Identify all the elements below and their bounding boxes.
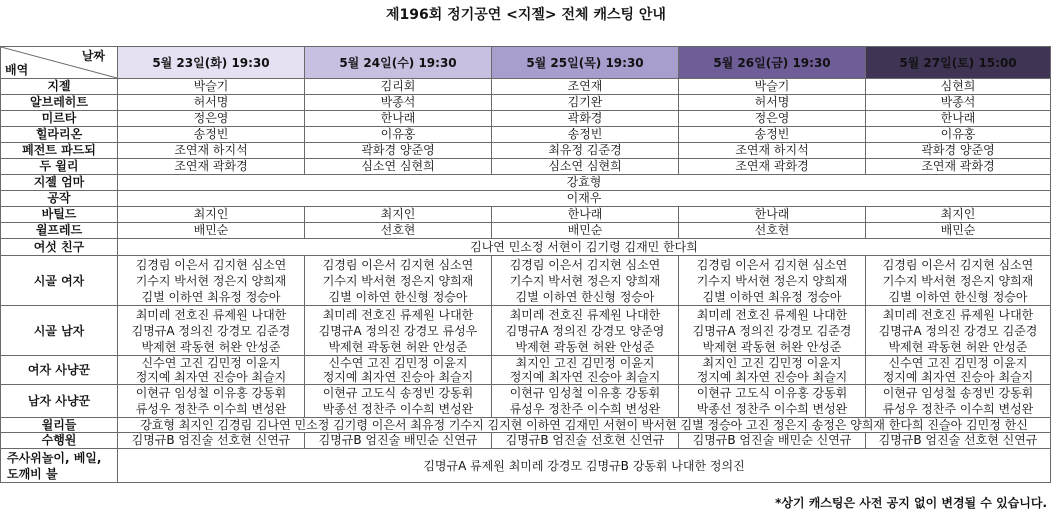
table-row bbox=[1, 111, 1051, 127]
role-label-cell bbox=[1, 256, 118, 306]
cast-line: 정지예 최자연 진승아 최슬지 bbox=[135, 370, 287, 384]
date-header-cell bbox=[866, 47, 1051, 79]
cast-cell bbox=[679, 143, 866, 159]
cast-cell bbox=[118, 256, 305, 306]
cast-line: 기수지 박서현 정은지 양희재 bbox=[882, 273, 1034, 288]
cast-line: 곽화경 bbox=[567, 111, 603, 125]
cast-cell bbox=[305, 256, 492, 306]
cast-line: 김경림 이은서 김지현 심소연 bbox=[509, 257, 661, 272]
table-row bbox=[1, 191, 1051, 207]
date-header-cell bbox=[305, 47, 492, 79]
cast-cell bbox=[679, 111, 866, 127]
cast-line: 조연재 하지석 bbox=[735, 143, 809, 157]
cast-cell bbox=[866, 356, 1051, 385]
cast-cell bbox=[492, 95, 679, 111]
cast-line: 박종선 정찬주 이수희 변성완 bbox=[696, 402, 848, 416]
cast-line: 이현규 임성철 이유홍 강동휘 bbox=[509, 386, 661, 400]
cast-line: 송정빈 bbox=[567, 127, 603, 141]
cast-cell bbox=[492, 79, 679, 95]
cast-cell bbox=[866, 385, 1051, 418]
cast-line: 박제현 곽동현 허완 안성준 bbox=[702, 339, 842, 354]
cast-line: 류성우 정찬주 이수희 변성완 bbox=[882, 402, 1034, 416]
table-row bbox=[1, 79, 1051, 95]
cast-cell bbox=[305, 306, 492, 356]
cast-cell bbox=[492, 111, 679, 127]
cast-cell bbox=[305, 385, 492, 418]
cast-cell bbox=[679, 306, 866, 356]
cast-line: 기수지 박서현 정은지 양희재 bbox=[696, 273, 848, 288]
cast-line: 최지인 고진 김민정 이윤지 bbox=[515, 356, 655, 370]
cast-line: 곽화경 양준영 bbox=[921, 143, 995, 157]
cast-line: 김명규A 정의진 강경모 양준영 bbox=[505, 323, 665, 338]
cast-cell bbox=[679, 159, 866, 175]
date-header-label: 5월 24일(수) 19:30 bbox=[339, 56, 457, 70]
cast-line: 심소연 심현희 bbox=[361, 159, 435, 173]
cast-line: 박제현 곽동현 허완 안성준 bbox=[141, 339, 281, 354]
cast-cell bbox=[492, 306, 679, 356]
cast-cell bbox=[118, 79, 305, 95]
cast-cell bbox=[492, 433, 679, 449]
cast-line: 곽화경 양준영 bbox=[361, 143, 435, 157]
casting-table bbox=[0, 46, 1051, 483]
cast-line: 정지예 최자연 진승아 최슬지 bbox=[696, 370, 848, 384]
cast-span-cell bbox=[118, 239, 1051, 256]
cast-line: 김명규B 엄진술 선호현 신연규 bbox=[505, 433, 665, 447]
table-row bbox=[1, 385, 1051, 418]
cast-span-cell bbox=[118, 418, 1051, 433]
cast-span-cell bbox=[118, 191, 1051, 207]
cast-line: 기수지 박서현 정은지 양희재 bbox=[322, 273, 474, 288]
cast-line: 김명규A 정의진 강경모 김준경 bbox=[692, 323, 852, 338]
cast-cell bbox=[679, 95, 866, 111]
cast-line: 류성우 정찬주 이수희 변성완 bbox=[509, 402, 661, 416]
cast-line: 배민순 bbox=[940, 223, 976, 237]
table-row bbox=[1, 306, 1051, 356]
cast-line: 김명규A 류제원 최미레 강경모 김명규B 강동휘 나대한 정의진 bbox=[423, 458, 745, 473]
cast-line: 배민순 bbox=[567, 223, 603, 237]
role-label: 시골 여자 bbox=[33, 273, 85, 288]
cast-line: 기수지 박서현 정은지 양희재 bbox=[135, 273, 287, 288]
role-label-cell bbox=[1, 159, 118, 175]
cast-line: 최지인 bbox=[940, 207, 976, 221]
cast-cell bbox=[679, 127, 866, 143]
cast-cell bbox=[492, 356, 679, 385]
cast-line: 최미레 전호진 류제원 나대한 bbox=[135, 307, 287, 322]
cast-line: 조연재 곽화경 bbox=[735, 159, 809, 173]
cast-line: 선호현 bbox=[380, 223, 416, 237]
cast-line: 한나래 bbox=[567, 207, 603, 221]
cast-span-cell bbox=[118, 175, 1051, 191]
role-label: 윌리들 bbox=[41, 418, 77, 432]
cast-cell bbox=[866, 207, 1051, 223]
table-row bbox=[1, 239, 1051, 256]
cast-line: 김명규A 정의진 강경모 류성우 bbox=[318, 323, 478, 338]
role-label-cell bbox=[1, 433, 118, 449]
footnote: *상기 캐스팅은 사전 공지 없이 변경될 수 있습니다. bbox=[775, 496, 1047, 510]
role-label-cell bbox=[1, 223, 118, 239]
cast-line: 신수연 고진 김민정 이윤지 bbox=[888, 356, 1028, 370]
table-row bbox=[1, 356, 1051, 385]
cast-cell bbox=[305, 79, 492, 95]
role-label-cell bbox=[1, 79, 118, 95]
role-label: 힐라리온 bbox=[35, 127, 83, 141]
role-label-cell bbox=[1, 356, 118, 385]
cast-line: 박제현 곽동현 허완 안성준 bbox=[888, 339, 1028, 354]
role-label: 주사위놀이, 베일, bbox=[7, 450, 102, 465]
cast-cell bbox=[118, 143, 305, 159]
cast-cell bbox=[305, 95, 492, 111]
cast-cell bbox=[866, 111, 1051, 127]
table-row bbox=[1, 433, 1051, 449]
cast-cell bbox=[866, 95, 1051, 111]
cast-line: 최지인 bbox=[193, 207, 229, 221]
date-header-cell bbox=[492, 47, 679, 79]
role-label: 페전트 파드되 bbox=[22, 143, 96, 157]
date-header-cell bbox=[118, 47, 305, 79]
role-label-cell bbox=[1, 95, 118, 111]
role-label-cell bbox=[1, 418, 118, 433]
cast-cell bbox=[305, 111, 492, 127]
cast-line: 김경림 이은서 김지현 심소연 bbox=[882, 257, 1034, 272]
cast-line: 이재우 bbox=[566, 191, 602, 205]
cast-line: 한나래 bbox=[754, 207, 790, 221]
cast-cell bbox=[492, 385, 679, 418]
cast-cell bbox=[118, 159, 305, 175]
cast-line: 김리회 bbox=[380, 79, 416, 93]
cast-line: 허서명 bbox=[754, 95, 790, 109]
role-label: 시골 남자 bbox=[33, 323, 85, 338]
cast-line: 최미레 전호진 류제원 나대한 bbox=[696, 307, 848, 322]
cast-line: 최미레 전호진 류제원 나대한 bbox=[322, 307, 474, 322]
cast-line: 김기완 bbox=[567, 95, 603, 109]
role-label-cell bbox=[1, 207, 118, 223]
cast-cell bbox=[118, 433, 305, 449]
cast-line: 최지인 bbox=[380, 207, 416, 221]
cast-cell bbox=[866, 79, 1051, 95]
cast-cell bbox=[679, 433, 866, 449]
cast-line: 김명규B 엄진술 배민순 신연규 bbox=[692, 433, 852, 447]
role-label-cell bbox=[1, 175, 118, 191]
header-row bbox=[1, 47, 1051, 79]
table-row bbox=[1, 159, 1051, 175]
table-row bbox=[1, 127, 1051, 143]
cast-cell bbox=[492, 256, 679, 306]
cast-cell bbox=[118, 95, 305, 111]
cast-line: 김별 이하연 한신형 정승아 bbox=[515, 289, 655, 304]
table-row bbox=[1, 207, 1051, 223]
role-label: 공작 bbox=[47, 191, 71, 205]
cast-line: 김별 이하연 최유정 정승아 bbox=[141, 289, 281, 304]
cast-cell bbox=[305, 223, 492, 239]
cast-line: 박슬기 bbox=[193, 79, 229, 93]
cast-line: 박제현 곽동현 허완 안성준 bbox=[515, 339, 655, 354]
cast-line: 이현규 임성철 이유홍 강동휘 bbox=[135, 386, 287, 400]
cast-line: 조연재 곽화경 bbox=[921, 159, 995, 173]
cast-cell bbox=[305, 433, 492, 449]
cast-cell bbox=[305, 143, 492, 159]
cast-cell bbox=[679, 223, 866, 239]
cast-line: 신수연 고진 김민정 이윤지 bbox=[328, 356, 468, 370]
cast-line: 선호현 bbox=[754, 223, 790, 237]
cast-span-cell bbox=[118, 449, 1051, 483]
cast-line: 박슬기 bbox=[754, 79, 790, 93]
cast-line: 이현규 고도식 송정빈 강동휘 bbox=[322, 386, 474, 400]
cast-line: 한나래 bbox=[940, 111, 976, 125]
corner-cell bbox=[1, 47, 118, 79]
cast-line: 김별 이하연 한신형 정승아 bbox=[888, 289, 1028, 304]
cast-cell bbox=[866, 223, 1051, 239]
role-label-cell bbox=[1, 111, 118, 127]
cast-line: 심현희 bbox=[940, 79, 976, 93]
cast-cell bbox=[305, 207, 492, 223]
role-label: 바틸드 bbox=[41, 207, 77, 221]
cast-line: 조연재 곽화경 bbox=[174, 159, 248, 173]
cast-cell bbox=[118, 111, 305, 127]
table-row bbox=[1, 223, 1051, 239]
cast-line: 김명규A 정의진 강경모 김준경 bbox=[131, 323, 291, 338]
cast-line: 김명규A 정의진 강경모 김준경 bbox=[878, 323, 1038, 338]
cast-line: 정은영 bbox=[193, 111, 229, 125]
cast-line: 한나래 bbox=[380, 111, 416, 125]
date-header-label: 5월 25일(목) 19:30 bbox=[526, 56, 644, 70]
cast-line: 최유정 김준경 bbox=[548, 143, 622, 157]
cast-cell bbox=[679, 79, 866, 95]
cast-line: 박제현 곽동현 허완 안성준 bbox=[328, 339, 468, 354]
role-label-cell bbox=[1, 191, 118, 207]
role-label: 여자 사냥꾼 bbox=[27, 363, 91, 377]
role-label: 수행원 bbox=[41, 433, 77, 447]
page-title: 제196회 정기공연 <지젤> 전체 캐스팅 안내 bbox=[386, 7, 666, 23]
cast-line: 기수지 박서현 정은지 양희재 bbox=[509, 273, 661, 288]
role-label: 알브레히트 bbox=[30, 95, 88, 109]
cast-cell bbox=[118, 356, 305, 385]
role-label: 미르타 bbox=[41, 111, 77, 125]
cast-line: 김명규B 엄진술 배민순 신연규 bbox=[318, 433, 478, 447]
cast-cell bbox=[118, 223, 305, 239]
cast-line: 조연재 하지석 bbox=[174, 143, 248, 157]
cast-cell bbox=[492, 159, 679, 175]
cast-line: 정지예 최자연 진승아 최슬지 bbox=[509, 370, 661, 384]
cast-cell bbox=[866, 143, 1051, 159]
table-row bbox=[1, 143, 1051, 159]
cast-cell bbox=[492, 223, 679, 239]
cast-cell bbox=[866, 127, 1051, 143]
cast-line: 배민순 bbox=[193, 223, 229, 237]
cast-line: 김명규B 엄진술 선호현 신연규 bbox=[878, 433, 1038, 447]
cast-cell bbox=[866, 159, 1051, 175]
cast-line: 박종선 정찬주 이수희 변성완 bbox=[322, 402, 474, 416]
cast-line: 박종석 bbox=[380, 95, 416, 109]
cast-line: 김경림 이은서 김지현 심소연 bbox=[322, 257, 474, 272]
cast-line: 이유홍 bbox=[940, 127, 976, 141]
role-axis-label: 배역 bbox=[5, 63, 29, 77]
cast-cell bbox=[492, 143, 679, 159]
cast-cell bbox=[118, 127, 305, 143]
date-header-label: 5월 23일(화) 19:30 bbox=[152, 56, 270, 70]
cast-cell bbox=[492, 127, 679, 143]
cast-cell bbox=[305, 159, 492, 175]
cast-cell bbox=[866, 306, 1051, 356]
cast-line: 김나연 민소정 서현이 김기령 김재민 한다희 bbox=[470, 240, 698, 254]
cast-line: 최미레 전호진 류제원 나대한 bbox=[509, 307, 661, 322]
role-label: 여섯 친구 bbox=[33, 240, 85, 254]
cast-line: 조연재 bbox=[567, 79, 603, 93]
cast-line: 김별 이하연 한신형 정승아 bbox=[328, 289, 468, 304]
table-row bbox=[1, 256, 1051, 306]
cast-cell bbox=[679, 385, 866, 418]
cast-line: 이유홍 bbox=[380, 127, 416, 141]
cast-line: 류성우 정찬주 이수희 변성완 bbox=[135, 402, 287, 416]
cast-cell bbox=[679, 356, 866, 385]
cast-cell bbox=[305, 127, 492, 143]
cast-line: 김경림 이은서 김지현 심소연 bbox=[135, 257, 287, 272]
cast-line: 강효형 bbox=[566, 175, 602, 189]
casting-table-body bbox=[1, 79, 1051, 483]
role-label-cell bbox=[1, 143, 118, 159]
role-label-cell bbox=[1, 239, 118, 256]
role-label: 남자 사냥꾼 bbox=[27, 394, 91, 408]
cast-cell bbox=[866, 433, 1051, 449]
table-row bbox=[1, 95, 1051, 111]
role-label-cell bbox=[1, 127, 118, 143]
cast-cell bbox=[492, 207, 679, 223]
cast-line: 송정빈 bbox=[193, 127, 229, 141]
cast-cell bbox=[305, 356, 492, 385]
table-row bbox=[1, 175, 1051, 191]
role-label: 지젤 엄마 bbox=[33, 175, 85, 189]
cast-cell bbox=[679, 207, 866, 223]
role-label: 도깨비 불 bbox=[7, 466, 58, 481]
role-label: 두 윌리 bbox=[39, 159, 79, 173]
cast-line: 허서명 bbox=[193, 95, 229, 109]
cast-line: 정지예 최자연 진승아 최슬지 bbox=[882, 370, 1034, 384]
cast-line: 강효형 최지인 김경림 김나연 민소정 김기령 이은서 최유정 기수지 김지현 이하연 김재민 서현이 박서현 김별 정승아 고진 정은지 송정은 양희재 한다희 진슬아 김민정 한신 bbox=[140, 418, 1028, 432]
date-axis-label: 날짜 bbox=[81, 49, 105, 63]
cast-line: 심소연 심현희 bbox=[548, 159, 622, 173]
cast-line: 신수연 고진 김민정 이윤지 bbox=[141, 356, 281, 370]
cast-line: 박종석 bbox=[940, 95, 976, 109]
table-row bbox=[1, 449, 1051, 483]
role-label-cell bbox=[1, 306, 118, 356]
role-label-cell bbox=[1, 449, 118, 483]
date-header-cell bbox=[679, 47, 866, 79]
role-label: 지젤 bbox=[47, 79, 71, 93]
cast-line: 최미레 전호진 류제원 나대한 bbox=[882, 307, 1034, 322]
cast-line: 정은영 bbox=[754, 111, 790, 125]
cast-cell bbox=[118, 306, 305, 356]
cast-cell bbox=[866, 256, 1051, 306]
role-label-cell bbox=[1, 385, 118, 418]
date-header-label: 5월 27일(토) 15:00 bbox=[899, 56, 1017, 70]
cast-line: 정지예 최자연 진승아 최슬지 bbox=[322, 370, 474, 384]
cast-line: 김경림 이은서 김지현 심소연 bbox=[696, 257, 848, 272]
cast-cell bbox=[679, 256, 866, 306]
cast-line: 이현규 임성철 송정빈 강동휘 bbox=[882, 386, 1034, 400]
cast-cell bbox=[118, 207, 305, 223]
date-header-label: 5월 26일(금) 19:30 bbox=[713, 56, 831, 70]
cast-line: 김별 이하연 최유정 정승아 bbox=[702, 289, 842, 304]
table-row bbox=[1, 418, 1051, 433]
cast-cell bbox=[118, 385, 305, 418]
role-label: 윌프레드 bbox=[35, 223, 83, 237]
cast-line: 이현규 고도식 이유홍 강동휘 bbox=[696, 386, 848, 400]
cast-line: 최지인 고진 김민정 이윤지 bbox=[702, 356, 842, 370]
cast-line: 김명규B 엄진술 선호현 신연규 bbox=[131, 433, 291, 447]
cast-line: 송정빈 bbox=[754, 127, 790, 141]
